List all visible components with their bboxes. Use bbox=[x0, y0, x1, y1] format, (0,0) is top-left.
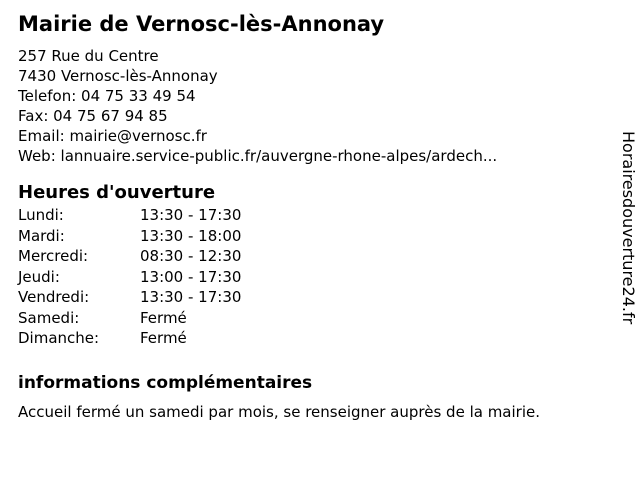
phone-line: Telefon: 04 75 33 49 54 bbox=[18, 87, 196, 105]
additional-info-heading: informations complémentaires bbox=[18, 372, 313, 393]
hours-row-thursday bbox=[18, 267, 636, 288]
address-city-line: 7430 Vernosc-lès-Annonay bbox=[18, 67, 218, 85]
day-label: Mardi: bbox=[18, 226, 65, 245]
day-label: Dimanche: bbox=[18, 329, 100, 347]
opening-hours-heading: Heures d'ouverture bbox=[18, 182, 216, 203]
page-title: Mairie de Vernosc-lès-Annonay bbox=[18, 12, 385, 36]
web-line: Web: lannuaire.service-public.fr/auvergne-rhone-alpes/ardech... bbox=[18, 147, 498, 165]
time-value: 08:30 - 12:30 bbox=[140, 247, 242, 265]
day-label: Jeudi: bbox=[18, 267, 60, 286]
day-label: Mercredi: bbox=[18, 247, 89, 265]
hours-row-tuesday bbox=[18, 226, 636, 247]
hours-row-saturday bbox=[18, 308, 636, 329]
hours-row-sunday bbox=[18, 328, 636, 349]
day-label: Samedi: bbox=[18, 308, 80, 327]
email-line: Email: mairie@vernosc.fr bbox=[18, 127, 207, 145]
time-value: 13:30 - 18:00 bbox=[140, 226, 242, 245]
day-label: Lundi: bbox=[18, 206, 64, 224]
address-street-line: 257 Rue du Centre bbox=[18, 47, 159, 65]
time-value: 13:30 - 17:30 bbox=[140, 288, 242, 306]
additional-info-text: Accueil fermé un samedi par mois, se renseigner auprès de la mairie. bbox=[18, 402, 540, 421]
day-label: Vendredi: bbox=[18, 288, 90, 306]
opening-hours-table bbox=[18, 205, 636, 349]
fax-line: Fax: 04 75 67 94 85 bbox=[18, 107, 168, 125]
time-value: 13:00 - 17:30 bbox=[140, 267, 242, 286]
time-value: 13:30 - 17:30 bbox=[140, 206, 242, 224]
hours-row-friday bbox=[18, 287, 636, 308]
contact-block bbox=[18, 46, 636, 166]
hours-row-monday bbox=[18, 205, 636, 226]
site-watermark: Horairesdouverture24.fr bbox=[619, 131, 638, 325]
hours-row-wednesday bbox=[18, 246, 636, 267]
time-value: Fermé bbox=[140, 329, 187, 347]
time-value: Fermé bbox=[140, 308, 187, 327]
